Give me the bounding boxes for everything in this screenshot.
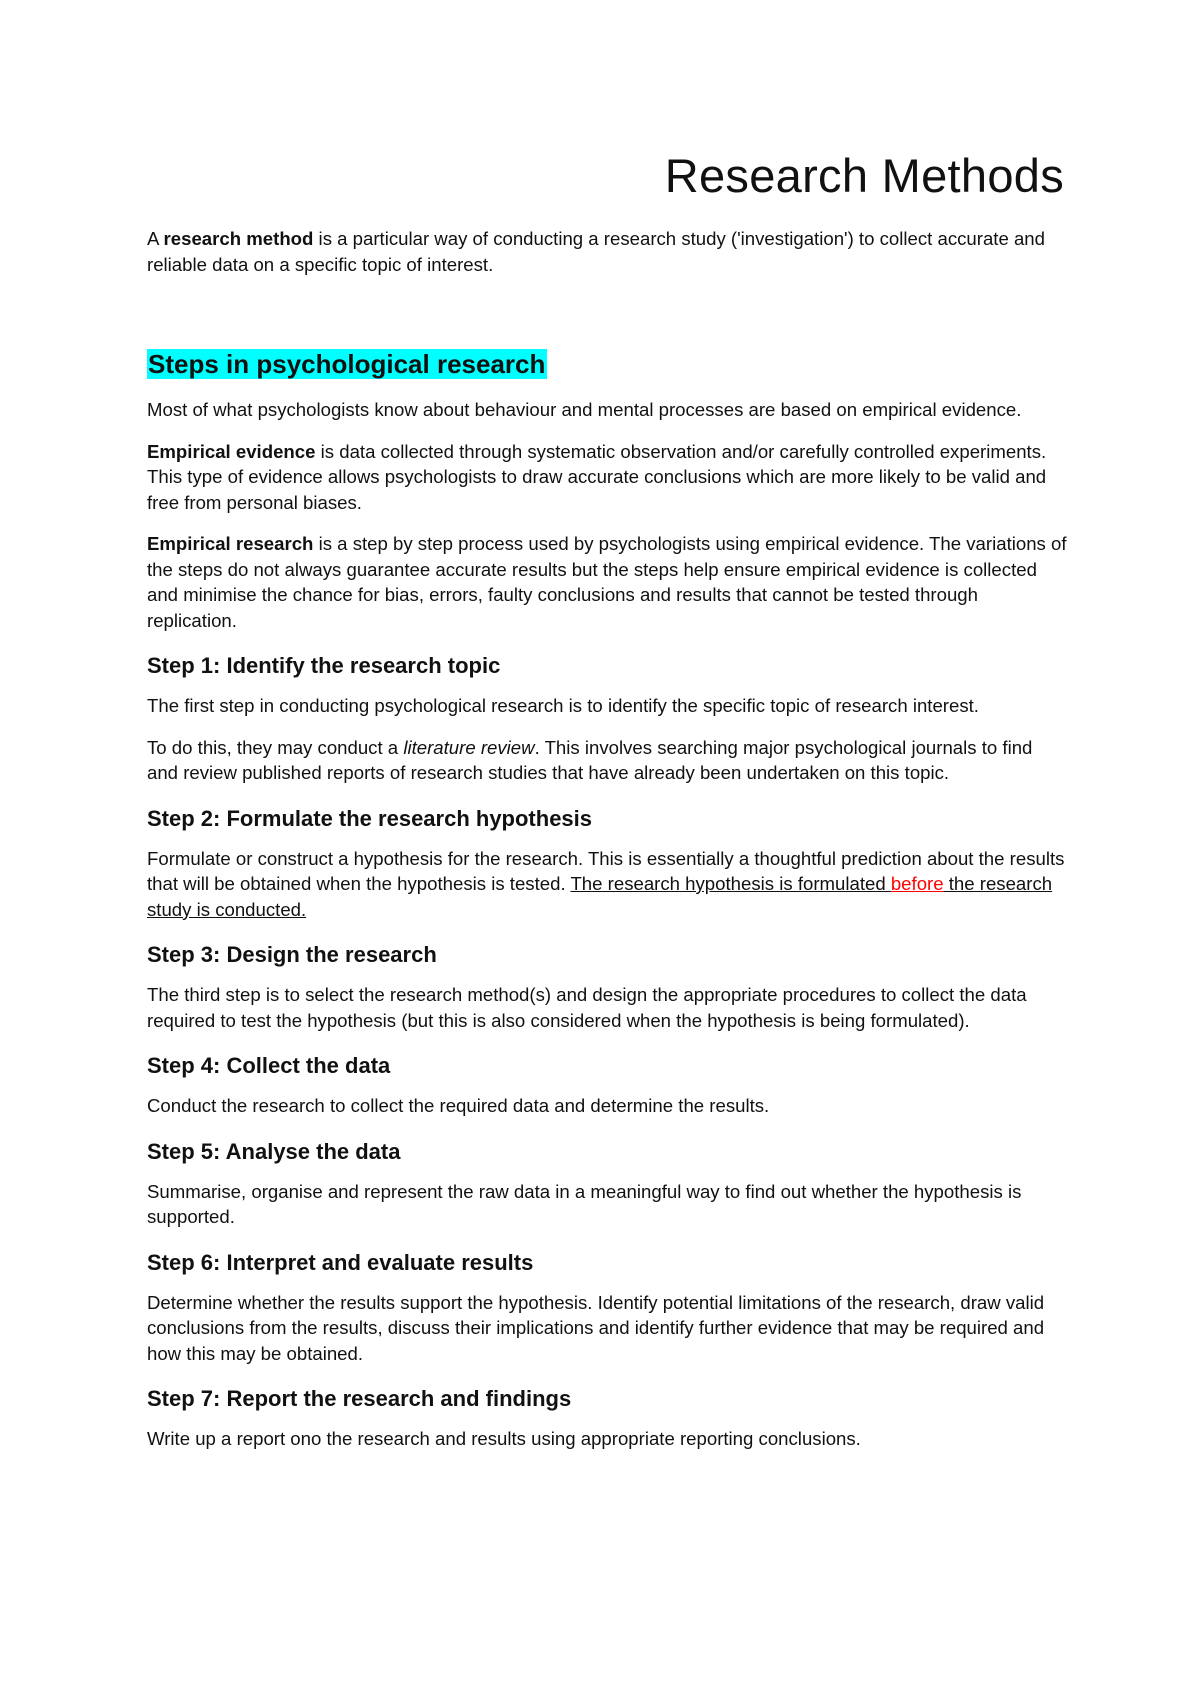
step-2-heading: Step 2: Formulate the research hypothesis [147, 805, 593, 831]
step-1-p2-rest: . This involves searching major psychological journals to find and review published reports of research studies that have already been undertaken on this topic. [147, 736, 1033, 783]
step-6-paragraph: Determine whether the results support the hypothesis. Identify potential limitations of the research, draw valid conclusions from the results, discuss their implications and identify further evidence that may be required and how this may be obtained. [147, 1291, 1045, 1364]
empirical-research-term: Empirical research [147, 533, 314, 554]
document-page [147, 140, 1067, 1468]
intro-paragraph [147, 226, 1067, 277]
step-1-p2-prefix: To do this, they may conduct a [147, 736, 404, 758]
empirical-evidence-paragraph [147, 439, 1067, 516]
section-paragraph-1: Most of what psychologists know about behaviour and mental processes are based on empirical evidence. [147, 399, 1022, 420]
step-2-underlined-2: the research study is conducted. [147, 873, 1053, 920]
empirical-research-paragraph [147, 531, 1067, 633]
step-4-paragraph: Conduct the research to collect the required data and determine the results. [147, 1095, 770, 1116]
empirical-research-rest: is a step by step process used by psychologists using empirical evidence. The variations of the steps do not always guarantee accurate results but the steps help ensure empirical evidence is collected and minimise the chance for bias, errors, faulty conclusions and results that cannot be tested through replication. [147, 533, 1067, 631]
step-3-heading: Step 3: Design the research [147, 942, 437, 967]
step-1-paragraph-1: The first step in conducting psychological research is to identify the specific topic of research interest. [147, 695, 979, 716]
step-7-paragraph: Write up a report ono the research and results using appropriate reporting conclusions. [147, 1428, 861, 1449]
literature-review-term: literature review [403, 736, 535, 758]
empirical-evidence-term: Empirical evidence [147, 440, 316, 462]
step-1-paragraph-2 [147, 735, 1067, 786]
intro-prefix: A [147, 228, 164, 249]
step-3-paragraph: The third step is to select the research method(s) and design the appropriate procedures to collect the data required to test the hypothesis (but this is also considered when the hypothesis is being formulated). [147, 984, 1027, 1031]
section-heading-highlight: Steps in psychological research [148, 349, 546, 379]
step-6-heading: Step 6: Interpret and evaluate results [147, 1249, 534, 1275]
step-2-p1: Formulate or construct a hypothesis for the research. This is essentially a thoughtful prediction about the results that will be obtained when the hypothesis is tested. [147, 847, 1065, 894]
step-1-heading: Step 1: Identify the research topic [147, 653, 501, 678]
step-5-heading: Step 5: Analyse the data [147, 1138, 401, 1164]
step-5-paragraph: Summarise, organise and represent the raw data in a meaningful way to find out whether the hypothesis is supported. [147, 1180, 1022, 1227]
empirical-evidence-rest: is data collected through systematic observation and/or carefully controlled experiments. This type of evidence allows psychologists to draw accurate conclusions which are more likely to be valid and free from personal biases. [147, 440, 1047, 513]
step-7-heading: Step 7: Report the research and findings [147, 1386, 572, 1411]
section-heading [147, 347, 1067, 381]
step-2-underlined-red: before [890, 873, 944, 894]
step-2-underlined-1: The research hypothesis is formulated [570, 873, 891, 894]
step-2-paragraph [147, 846, 1067, 923]
step-4-heading: Step 4: Collect the data [147, 1053, 391, 1078]
document-title: Research Methods [664, 149, 1064, 202]
intro-rest: is a particular way of conducting a research study ('investigation') to collect accurate and reliable data on a specific topic of interest. [147, 228, 1045, 275]
intro-term: research method [163, 228, 314, 249]
